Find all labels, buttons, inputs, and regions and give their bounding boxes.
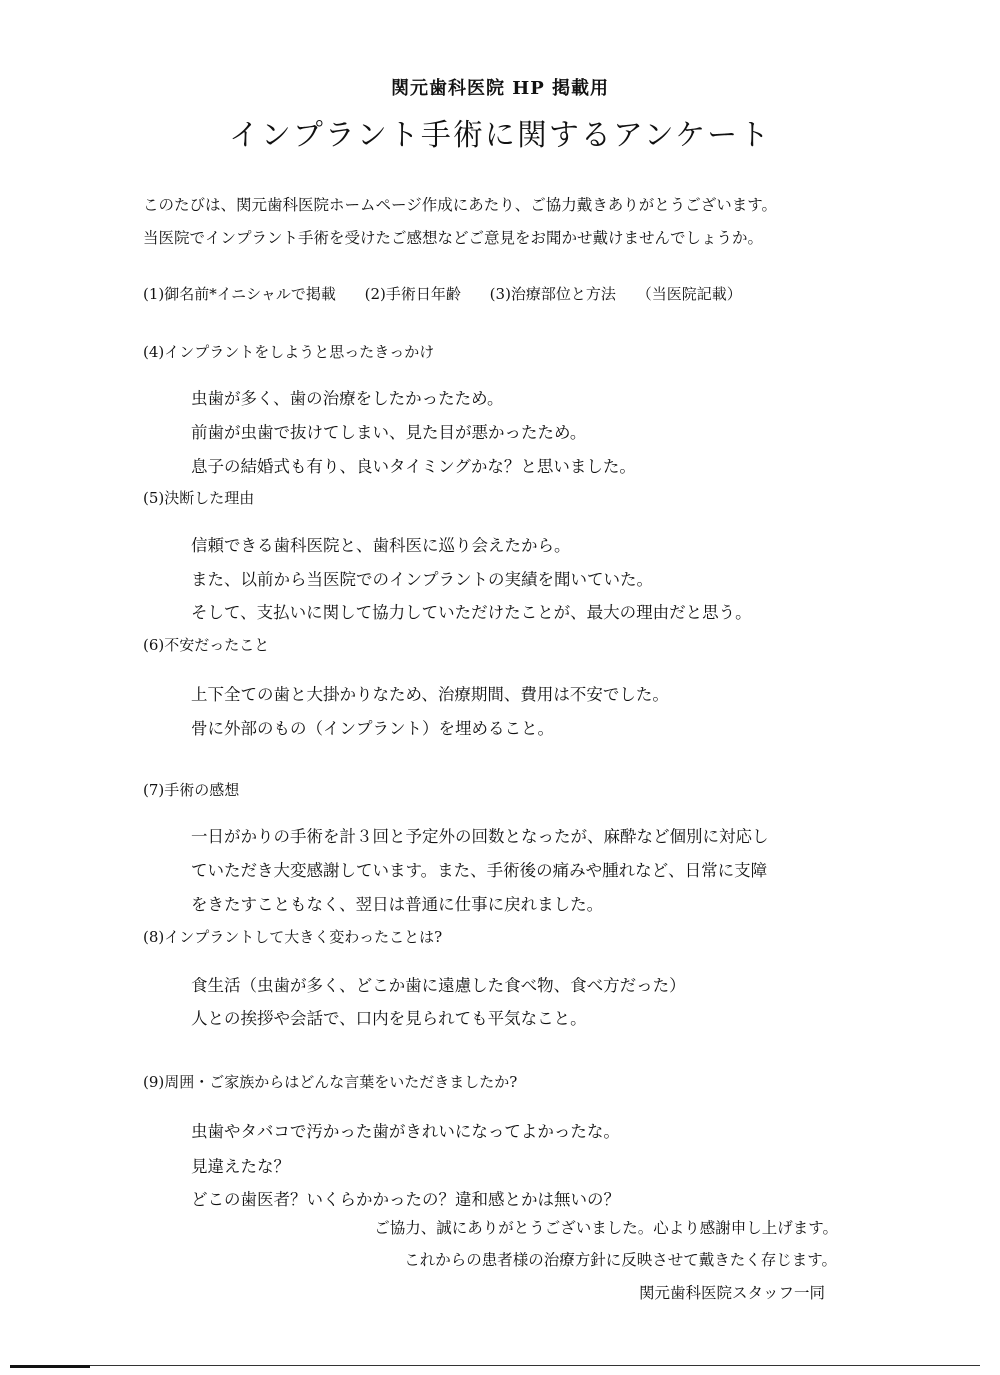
answer-4-3: 息子の結婚式も有り、良いタイミングかな？と思いました。: [191, 457, 636, 476]
answer-9-1: 虫歯やタバコで汚かった歯がきれいになってよかったな。: [191, 1122, 620, 1141]
answer-9-3: どこの歯医者？いくらかかったの？違和感とかは無いの？: [191, 1190, 620, 1209]
answer-9-2: 見違えたな？: [191, 1157, 290, 1176]
answer-5-2: また、以前から当医院でのインプラントの実績を聞いていた。: [191, 570, 653, 589]
question-4-label: (4)インプラントをしようと思ったきっかけ: [143, 343, 435, 361]
question-6-label: (6)不安だったこと: [143, 636, 270, 654]
field-date-age: (2)手術日年齢: [364, 285, 461, 303]
closing-signature: 関元歯科医院スタッフ一同: [638, 1284, 825, 1302]
answer-6-2: 骨に外部のもの（インプラント）を埋めること。: [191, 719, 554, 738]
answer-6-1: 上下全ての歯と大掛かりなため、治療期間、費用は不安でした。: [191, 685, 669, 704]
answer-7-3: をきたすこともなく、翌日は普通に仕事に戻れました。: [191, 895, 604, 914]
answer-7-2: ていただき大変感謝しています。また、手術後の痛みや腫れなど、日常に支障: [191, 861, 768, 880]
clinic-label: 関元歯科医院 HP 掲載用: [390, 78, 610, 99]
field-clinic-note: （当医院記載）: [636, 285, 742, 303]
bottom-scan-line: [10, 1365, 980, 1366]
field-site-method: (3)治療部位と方法: [489, 285, 616, 303]
closing-thanks: ご協力、誠にありがとうございました。心より感謝申し上げます。: [374, 1219, 838, 1237]
intro-line-1: このたびは、関元歯科医院ホームページ作成にあたり、ご協力戴きありがとうございます。: [143, 196, 777, 214]
intro-line-2: 当医院でインプラント手術を受けたご感想などご意見をお聞かせ戴けませんでしょうか。: [143, 229, 764, 247]
answer-4-1: 虫歯が多く、歯の治療をしたかったため。: [191, 389, 504, 408]
field-name: (1)御名前*イニシャルで掲載: [143, 285, 336, 303]
closing-note: これからの患者様の治療方針に反映させて戴きたく存じます。: [404, 1251, 837, 1269]
question-8-label: (8)インプラントして大きく変わったことは?: [143, 928, 443, 946]
question-5-label: (5)決断した理由: [143, 489, 255, 507]
bottom-scan-mark: [10, 1365, 90, 1368]
answer-8-1: 食生活（虫歯が多く、どこか歯に遠慮した食べ物、食べ方だった）: [191, 976, 686, 995]
question-7-label: (7)手術の感想: [143, 781, 240, 799]
survey-title: インプラント手術に関するアンケート: [228, 118, 772, 153]
basic-fields: [143, 283, 766, 304]
answer-8-2: 人との挨拶や会話で、口内を見られても平気なこと。: [191, 1009, 587, 1028]
answer-4-2: 前歯が虫歯で抜けてしまい、見た目が悪かったため。: [191, 423, 587, 442]
answer-7-1: 一日がかりの手術を計３回と予定外の回数となったが、麻酔など個別に対応し: [191, 827, 769, 846]
question-9-label: (9)周囲・ご家族からはどんな言葉をいただきましたか?: [143, 1073, 518, 1091]
answer-5-3: そして、支払いに関して協力していただけたことが、最大の理由だと思う。: [191, 603, 752, 622]
answer-5-1: 信頼できる歯科医院と、歯科医に巡り会えたから。: [191, 536, 571, 555]
